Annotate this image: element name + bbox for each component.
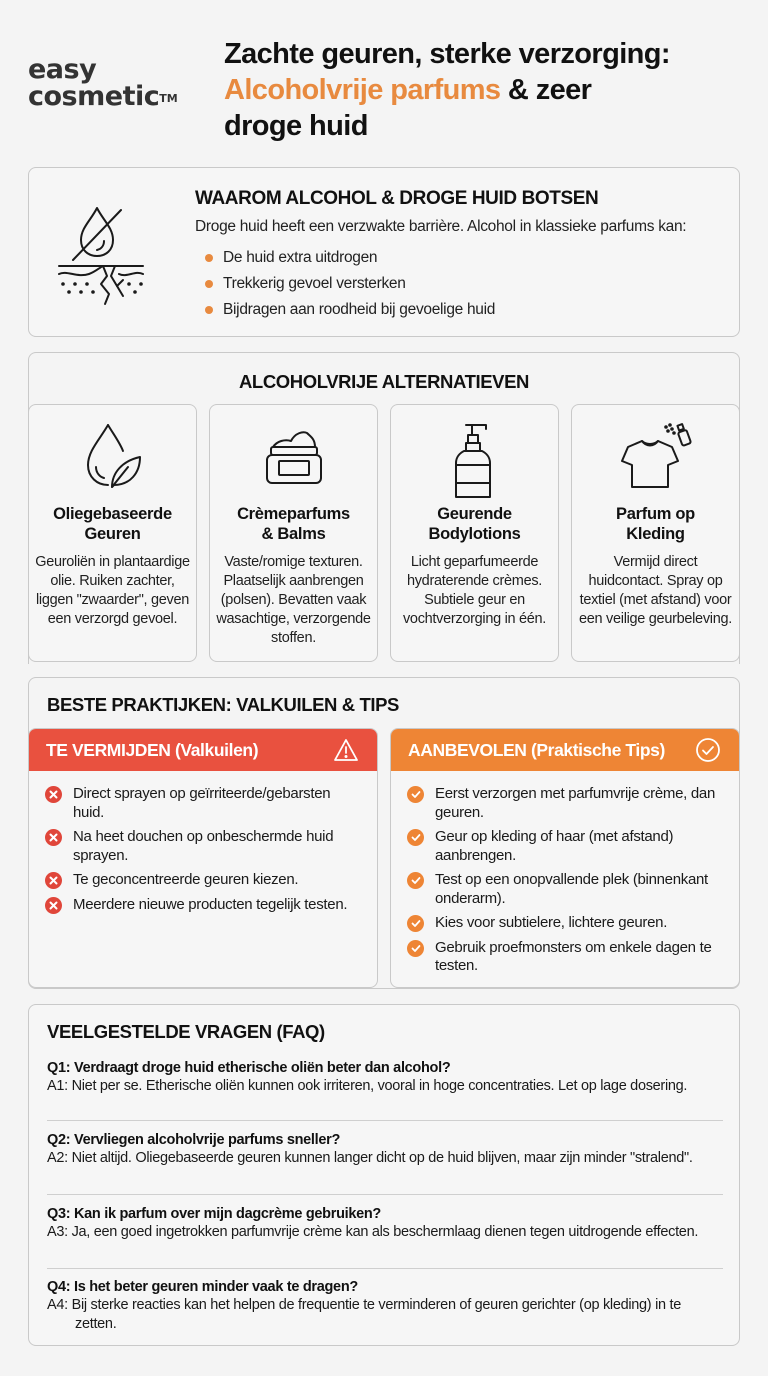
faq-divider: [47, 1194, 723, 1195]
trademark: TM: [159, 92, 178, 105]
warning-triangle-icon: [333, 738, 359, 762]
check-circle-icon: [407, 829, 424, 846]
recommended-list: [391, 771, 739, 976]
faq-answer: A2: Niet altijd. Oliegebaseerde geuren kunnen langer dicht op de huid blijven, maar zijn minder "stralend".: [47, 1150, 693, 1166]
alternative-title-line-1: Crèmeparfums: [237, 505, 350, 523]
avoid-panel-title: TE VERMIJDEN (Valkuilen): [46, 739, 259, 760]
alternative-card-oil: [28, 404, 197, 662]
alternative-card-cream: [209, 404, 378, 662]
why-bullet-list: [205, 245, 495, 323]
alternative-title-line-2: Geuren: [84, 525, 141, 543]
alternative-title-line-1: Parfum op: [616, 505, 695, 523]
check-circle-icon: [695, 737, 721, 763]
cream-jar-icon: [259, 421, 329, 491]
faq-question: Q4: Is het beter geuren minder vaak te dragen?: [47, 1279, 358, 1295]
alternative-title: [214, 504, 373, 544]
title-accent: Alcoholvrije parfums: [224, 74, 501, 106]
drop-leaf-icon: [78, 421, 148, 491]
faq-item: [47, 1131, 723, 1168]
why-intro: Droge huid heeft een verzwakte barrière. Alcohol in klassieke parfums kan:: [195, 218, 687, 235]
alternative-title-line-2: Kleding: [626, 525, 685, 543]
faq-question: Q3: Kan ik parfum over mijn dagcrème gebruiken?: [47, 1206, 381, 1222]
faq-answer: A3: Ja, een goed ingetrokken parfumvrije crème kan als beschermlaag dienen tegen uitdrogende effecten.: [47, 1224, 699, 1240]
recommended-panel-header: [391, 729, 739, 771]
recommended-item: [407, 914, 727, 933]
faq-divider: [47, 1268, 723, 1269]
recommended-panel-title: AANBEVOLEN (Praktische Tips): [408, 739, 665, 760]
alternative-title: [395, 504, 554, 544]
alternative-description: Vermijd direct huidcontact. Spray op textiel (met afstand) voor een veilige geurbeleving.: [579, 554, 732, 627]
avoid-panel-header: [29, 729, 377, 771]
no-drop-cracked-skin-icon: [57, 206, 145, 306]
x-circle-icon: [45, 872, 62, 889]
alternative-description: Geuroliën in plantaardige olie. Ruiken zachter, liggen "zwaarder", geven een verzorgd gevoel.: [35, 554, 190, 627]
alternative-card-clothing: [571, 404, 740, 662]
alternative-title-line-2: Bodylotions: [428, 525, 521, 543]
alternative-description: Licht geparfumeerde hydraterende crèmes. Subtiele geur en vochtverzorging in één.: [402, 554, 547, 627]
why-bullet: De huid extra uitdrogen: [205, 245, 495, 271]
recommended-item: [407, 871, 727, 908]
recommended-item-text: Kies voor subtielere, lichtere geuren.: [435, 914, 668, 931]
brand-logo: [28, 56, 178, 110]
avoid-item: [45, 896, 365, 915]
faq-item: [47, 1059, 723, 1096]
check-circle-icon: [407, 872, 424, 889]
alternative-title-line-2: & Balms: [261, 525, 326, 543]
alternatives-title: ALCOHOLVRIJE ALTERNATIEVEN: [238, 371, 530, 392]
recommended-item: [407, 939, 727, 976]
header: [0, 0, 768, 160]
avoid-item: [45, 871, 365, 890]
faq-question: Q1: Verdraagt droge huid etherische oliën beter dan alcohol?: [47, 1060, 451, 1076]
faq-section: [28, 1004, 740, 1346]
tshirt-spray-icon: [616, 421, 696, 493]
x-circle-icon: [45, 786, 62, 803]
avoid-list: [29, 771, 377, 914]
check-circle-icon: [407, 915, 424, 932]
check-circle-icon: [407, 786, 424, 803]
avoid-item-text: Direct sprayen op geïrriteerde/gebarsten huid.: [73, 785, 331, 821]
recommended-item-text: Test op een onopvallende plek (binnenkant onderarm).: [435, 871, 708, 907]
recommended-item: [407, 785, 727, 822]
avoid-panel: [28, 728, 378, 988]
logo-line-2: cosmetic: [28, 81, 160, 112]
why-section: [28, 167, 740, 337]
recommended-item: [407, 828, 727, 865]
recommended-panel: [390, 728, 740, 988]
x-circle-icon: [45, 897, 62, 914]
alternative-description: Vaste/romige texturen. Plaatselijk aanbrengen (polsen). Bevatten vaak wasachtige, verzorgende stoffen.: [216, 554, 371, 646]
faq-answer: A4: Bij sterke reacties kan het helpen de frequentie te verminderen of geuren gerichter (op kleding) in te zetten.: [47, 1297, 681, 1332]
title-rest: & zeer: [500, 74, 592, 106]
avoid-item-text: Te geconcentreerde geuren kiezen.: [73, 871, 299, 888]
faq-title: VEELGESTELDE VRAGEN (FAQ): [47, 1021, 325, 1042]
faq-item: [47, 1205, 723, 1242]
check-circle-icon: [407, 940, 424, 957]
alternative-card-lotion: [390, 404, 559, 662]
avoid-item-text: Na heet douchen op onbeschermde huid sprayen.: [73, 828, 334, 864]
faq-item: [47, 1278, 723, 1333]
alternative-title-line-1: Geurende: [437, 505, 512, 523]
alternative-title: [576, 504, 735, 544]
lotion-pump-bottle-icon: [440, 421, 510, 499]
alternative-title-line-1: Oliegebaseerde: [53, 505, 172, 523]
page-title: [224, 36, 744, 144]
title-line-1: Zachte geuren, sterke verzorging:: [224, 38, 670, 70]
faq-question: Q2: Vervliegen alcoholvrije parfums sneller?: [47, 1132, 341, 1148]
why-bullet: Bijdragen aan roodheid bij gevoelige huid: [205, 297, 495, 323]
why-title: WAAROM ALCOHOL & DROGE HUID BOTSEN: [195, 188, 599, 209]
recommended-item-text: Gebruik proefmonsters om enkele dagen te testen.: [435, 938, 712, 974]
why-bullet: Trekkerig gevoel versterken: [205, 271, 495, 297]
faq-divider: [47, 1120, 723, 1121]
title-line-3: droge huid: [224, 110, 368, 142]
avoid-item: [45, 828, 365, 865]
recommended-item-text: Geur op kleding of haar (met afstand) aanbrengen.: [435, 828, 674, 864]
alternative-title: [33, 504, 192, 544]
recommended-item-text: Eerst verzorgen met parfumvrije crème, dan geuren.: [435, 785, 716, 821]
x-circle-icon: [45, 829, 62, 846]
faq-answer: A1: Niet per se. Etherische oliën kunnen ook irriteren, vooral in hoge concentraties. Let op lage dosering.: [47, 1078, 688, 1094]
logo-line-1: easy: [28, 54, 97, 85]
avoid-item: [45, 785, 365, 822]
avoid-item-text: Meerdere nieuwe producten tegelijk testen.: [73, 895, 348, 913]
best-practices-title: BESTE PRAKTIJKEN: VALKUILEN & TIPS: [47, 694, 399, 715]
